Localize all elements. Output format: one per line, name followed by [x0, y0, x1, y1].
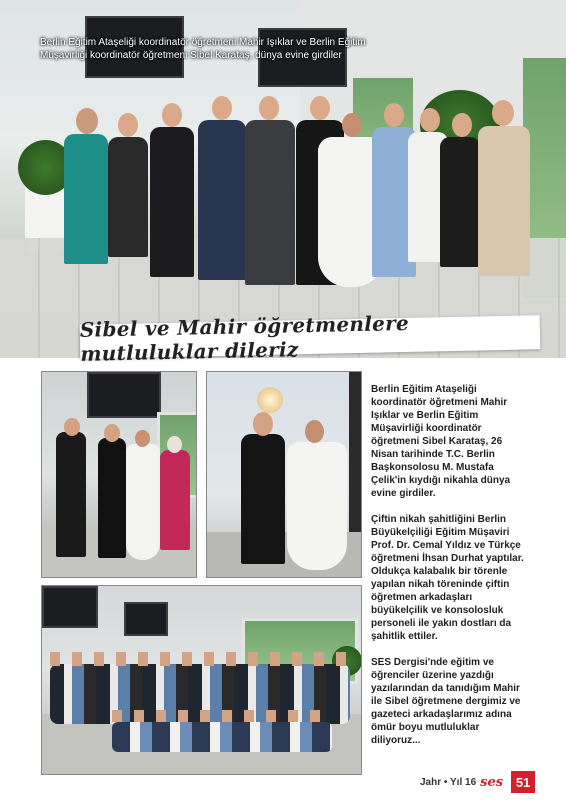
ceremony-photo-witnesses: [41, 371, 197, 578]
hero-photo: [0, 0, 566, 358]
group-photo: [41, 585, 362, 775]
article-paragraph-3: SES Dergisi'nde eğitim ve öğrenciler üzerine yazdığı yazılarından da tanıdığım Mahir ile Sibel öğretmene dergimiz ve gazeteci arkadaşlarımız adına ömür boyu mutluluklar diliyoruz...: [371, 657, 521, 746]
magazine-logo: ses: [480, 774, 504, 790]
page-footer: [420, 770, 535, 794]
page-number: 51: [511, 771, 535, 793]
article-body: [371, 383, 531, 760]
article-paragraph-2: Çiftin nikah şahitliğini Berlin Büyükelçiliği Eğitim Müşaviri Prof. Dr. Cemal Yıldız ve Türkçe öğretmeni İhsan Durhat yaptılar. Oldukça kalabalık bir törenle yapılan nikah töreninde çiftin öğretmen arkadaşları büyükelçilik ve konsolosluk personeli ile yakın dostları da şahitlik ettiler.: [371, 514, 524, 642]
couple-photo: [206, 371, 362, 578]
photo-caption: Berlin Eğitim Ataşeliği koordinatör öğretmeni Mahir Işıklar ve Berlin Eğitim Müşavirliği koordinatör öğretmeni Sibel Karataş, dünya evine girdiler: [40, 37, 366, 61]
congratulations-banner: [79, 310, 541, 366]
article-paragraph-1: Berlin Eğitim Ataşeliği koordinatör öğretmeni Mahir Işıklar ve Berlin Eğitim Müşavirliği koordinatör öğretmeni Sibel Karataş, 26 Nisan tarihinde T.C. Berlin Başkonsolosu M. Mustafa Çelik'in kıydığı nikahla dünya evine girdiler.: [371, 384, 511, 499]
banner-text: Sibel ve Mahir öğretmenlere mutluluklar dileriz: [79, 310, 410, 366]
issue-label: Jahr • Yıl 16: [420, 776, 477, 788]
